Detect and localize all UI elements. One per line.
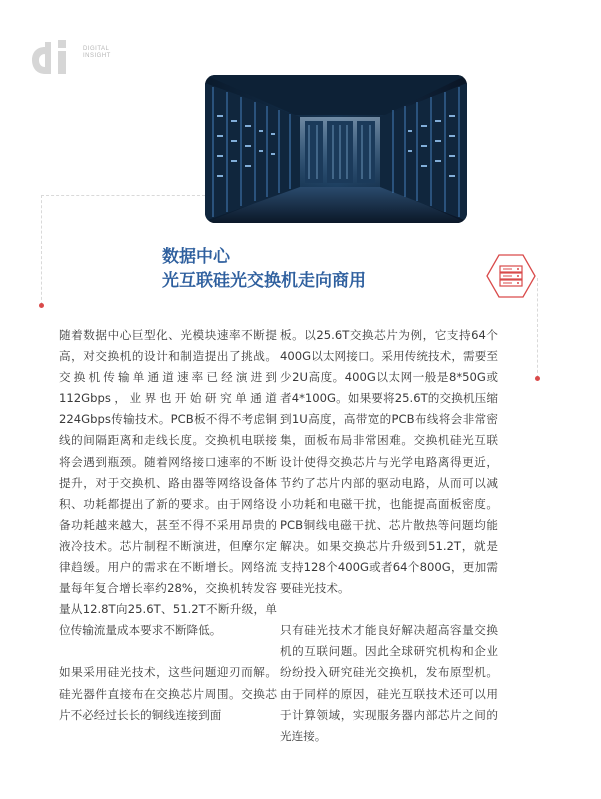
hero-image-datacenter: [205, 75, 467, 223]
server-rack-icon: [485, 252, 537, 300]
datacenter-illustration: [205, 75, 467, 223]
logo-wordmark: [83, 46, 111, 60]
decorative-dashed-line-top: [41, 195, 205, 196]
decorative-dashed-line-right: [537, 278, 538, 378]
body-paragraph: 随着数据中心巨型化、光模块速率不断提高，对交换机的设计和制造提出了挑战。交换机传输单通道速率已经演进到112Gbps，业界也开始研究单通道224Gbps传输技术。PCB板不得不考虑铜线的间隔距离和走线长度。交换机电联接将会遇到瓶颈。随着网络接口速率的不断提升，对于交换机、路由器等网络设备体积、功耗都提出了新的要求。由于网络设备功耗越来越大，甚至不得不采用昂贵的液冷技术。芯片制程不断演进，但摩尔定律趋缓。用户的需求在不断增长。网络流量每年复合增长率约28%，交换机转发容量从12.8T向25.6T、51.2T不断升级，单位传输流量成本要求不断降低。: [59, 328, 277, 638]
body-column-left: [59, 325, 277, 726]
brand-logo: [31, 36, 117, 80]
article-title: [162, 245, 366, 293]
di-logo-icon: [31, 36, 79, 80]
decorative-dot-left: [39, 303, 44, 308]
body-paragraph: 只有硅光技术才能良好解决超高容量交换机的互联问题。因此全球研究机构和企业纷纷投入研究硅光交换机，发布原型机。由于同样的原因，硅光互联技术还可以用于计算领域，实现服务器内部芯片之间的光连接。: [280, 623, 498, 743]
body-paragraph: 如果采用硅光技术，这些问题迎刃而解。硅光器件直接布在交换芯片周围。交换芯片不必经过长长的铜线连接到面: [59, 665, 277, 722]
body-column-right: [280, 325, 498, 747]
logo-text-line2: INSIGHT: [83, 53, 111, 59]
body-paragraph: 板。以25.6T交换芯片为例，它支持64个400G以太网接口。采用传统技术，需要至少2U高度。400G以太网一般是8*50G或者4*100G。如果要将25.6T的交换机压缩到1U高度，高带宽的PCB布线将会非常密集，面板布局非常困难。交换机硅光互联设计使得交换芯片与光学电路离得更近，节约了芯片内部的驱动电路，从而可以减小功耗和电磁干扰，也能提高面板密度。PCB铜线电磁干扰、芯片散热等问题均能解决。如果交换芯片升级到51.2T，就是支持128个400G或者64个800G，更加需要硅光技术。: [280, 328, 498, 596]
decorative-dashed-line-left: [41, 195, 42, 305]
logo-text-line1: DIGITAL: [83, 46, 110, 52]
title-line-1: 数据中心: [162, 247, 230, 267]
title-line-2: 光互联硅光交换机走向商用: [162, 271, 366, 291]
decorative-dot-right: [535, 376, 540, 381]
